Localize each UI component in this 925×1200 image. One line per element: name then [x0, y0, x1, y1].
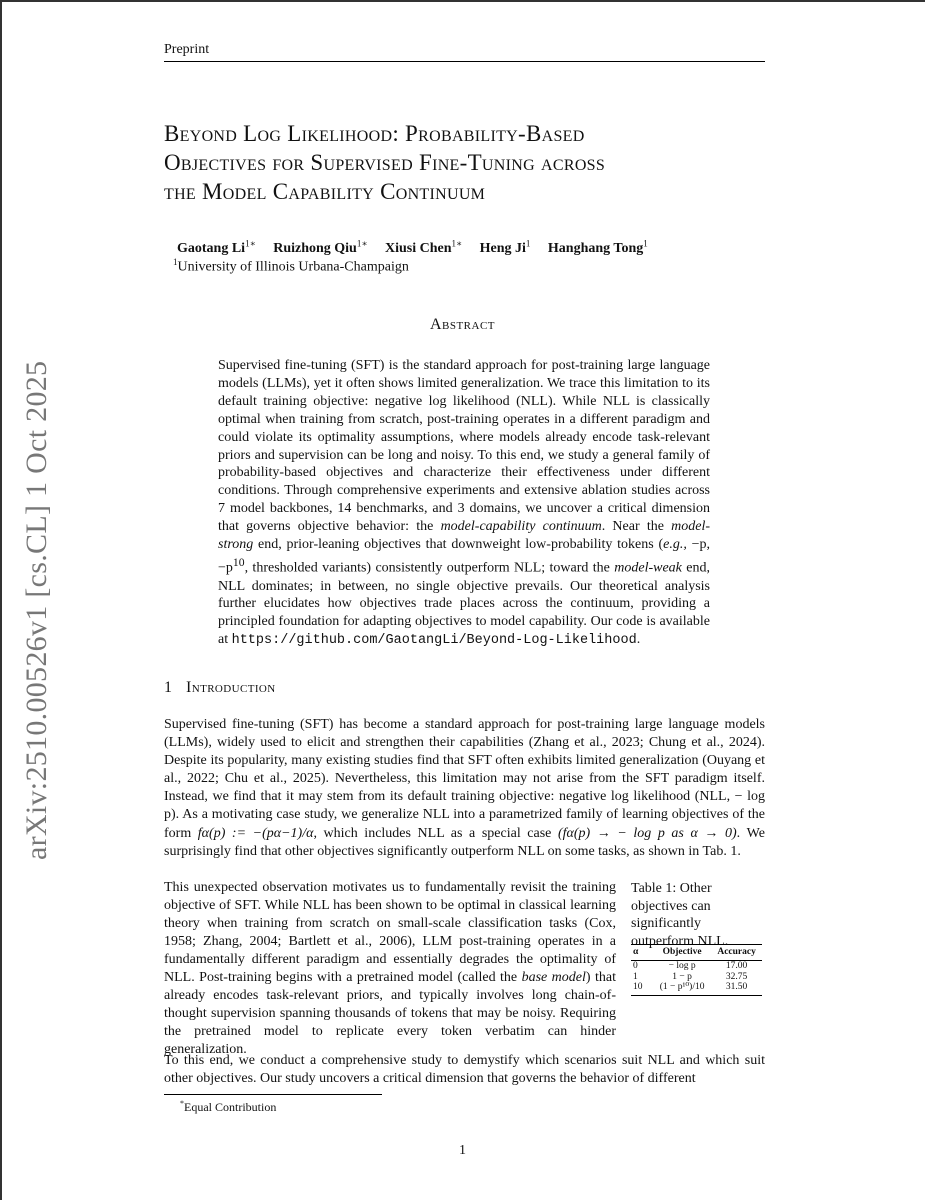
abstract-emphasis: model-weak [614, 560, 682, 576]
page-number: 1 [459, 1143, 466, 1158]
abstract-text: Supervised fine-tuning (SFT) is the standard approach for post-training large language models (LLMs), yet it often shows limited generalization. We trace this limitation to its default training objective: negative log likelihood (NLL). While NLL is classically optimal when training from scratch, post-training operates in a different paradigm and could violate its optimality assumptions, where models already encode task-relevant priors and supervision can be long and noisy. To this end, we study a general family of probability-based objectives and characterize their effectiveness under different conditions. Through comprehensive experiments and extensive ablation studies across 7 model backbones, 14 benchmarks, and 3 domains, we uncover a critical dimension that governs objective behavior: the [218, 358, 710, 535]
body-text: ) that already encodes task-relevant priors, and typically involves long chain-of-thought supervision spanning thousands of tokens that may be noisy. Requiring the pretrained model to replicate every token verbatim can hinder generalization. [164, 970, 617, 1057]
table-cell: 1 − p [672, 971, 692, 982]
table-cell: 31.50 [711, 982, 762, 995]
table-row [631, 982, 762, 995]
table-cell: − log p [668, 961, 696, 971]
footnote-text: Equal Contribution [184, 1100, 277, 1114]
section-number: 1 [164, 679, 172, 696]
author-name: Xiusi Chen [384, 240, 452, 256]
abstract-text: , thresholded variants) consistently outperform NLL; toward the [244, 560, 615, 576]
table-cell: 17.00 [725, 961, 748, 971]
paper-title [164, 119, 784, 206]
table-caption: Table 1: Other objectives can significantly outperform NLL. [631, 881, 729, 949]
author-name: Ruizhong Qiu [273, 240, 357, 256]
title-line-3: the Model Capability Continuum [164, 179, 486, 204]
body-text: Supervised fine-tuning (SFT) has become a standard approach for post-training large language models (LLMs), widely used to elicit and strengthen their capabilities (Zhang et al., 2023; Chung et al., 2024). Despite its popularity, many existing studies find that SFT often exhibits limited generalization (Ouyang et al., 2022; Chu et al., 2025). Nevertheless, this limitation may not arise from the SFT paradigm itself. Instead, we find that it may stem from its default training objective: negative log likelihood (NLL, − log p). As a motivating case study, we generalize NLL into a parametrized family of learning objectives of the form [164, 717, 765, 841]
author-mark: 1 [525, 238, 531, 248]
table-cell: 0 [633, 961, 638, 971]
section-title: Introduction [186, 679, 276, 696]
abstract-text: . [636, 632, 641, 648]
table-cell: 32.75 [725, 971, 748, 982]
table-header-cell: α [631, 945, 653, 961]
abstract-text: −p, −p [218, 537, 710, 576]
inline-math: fα(p) := −(pα−1)/α [197, 825, 314, 841]
abstract-emphasis: model-capability continuum [440, 519, 602, 535]
table-header-cell: Objective [653, 945, 711, 961]
author-mark: 1 [643, 238, 648, 248]
author [384, 238, 463, 256]
table-row [631, 972, 762, 983]
abstract-text: . Near the [601, 519, 672, 535]
footnote-rule [164, 1094, 382, 1095]
author-mark: 1∗ [245, 238, 256, 248]
body-text: . We surprisingly find that other objectives significantly outperform NLL on some tasks, as shown in Tab. 1. [164, 825, 765, 859]
author-name: Gaotang Li [177, 240, 246, 256]
author [177, 238, 256, 256]
abstract-text: end, prior-leaning objectives that downweight low-probability tokens ( [253, 537, 664, 553]
abstract-heading: Abstract [429, 316, 496, 333]
author-list [177, 238, 662, 257]
table-cell: 1 [633, 971, 638, 982]
author-name: Hanghang Tong [547, 240, 644, 256]
affiliation [173, 257, 409, 276]
table-header-cell: Accuracy [711, 945, 762, 961]
author-mark: 1∗ [356, 238, 368, 248]
page-border-top [0, 0, 925, 2]
intro-paragraph-2 [164, 879, 616, 1059]
results-table [631, 944, 762, 996]
intro-paragraph-1 [164, 716, 765, 861]
abstract-body [218, 357, 710, 650]
author [479, 238, 531, 256]
arxiv-sidebar-id: arXiv:2510.00526v1 [cs.CL] 1 Oct 2025 [20, 360, 53, 860]
intro-paragraph-3: To this end, we conduct a comprehensive study to demystify which scenarios suit NLL and which suit other objectives. Our study uncovers a critical dimension that governs the behavior of different [164, 1053, 765, 1087]
author [547, 238, 648, 256]
footnote [180, 1099, 276, 1115]
author-name: Heng Ji [479, 240, 526, 256]
affiliation-name: University of Illinois Urbana-Champaign [177, 259, 409, 275]
body-text: , which includes NLL as a special case [313, 825, 558, 841]
header-rule [164, 61, 765, 62]
author-mark: 1∗ [451, 238, 463, 248]
footnote-mark: * [180, 1099, 184, 1108]
abstract-superscript: 10 [232, 555, 245, 569]
table-cell: (1 − p¹⁰)/10 [653, 982, 711, 995]
abstract-emphasis: e.g., [663, 537, 687, 553]
affiliation-mark: 1 [173, 257, 178, 267]
body-text: This unexpected observation motivates us to fundamentally revisit the training objective of SFT. While NLL has been shown to be optimal in classical learning theory when training from scratch on small-scale classification tasks (Cox, 1958; Zhang, 2004; Bartlett et al., 2006), LLM post-training operates in a fundamentally different paradigm and essentially degrades the optimality of NLL. Post-training begins with a pretrained model (called the [164, 880, 616, 985]
author [273, 238, 368, 256]
body-emphasis: base model [521, 970, 586, 985]
title-line-2: Objectives for Supervised Fine-Tuning across [164, 150, 606, 175]
page-border-left [0, 0, 2, 1200]
table-header-row [631, 945, 762, 961]
title-line-1: Beyond Log Likelihood: Probability-Based [164, 121, 585, 146]
abstract-text: end, NLL dominates; in between, no single objective prevails. Our theoretical analysis further elucidates how objectives trade places across the continuum, providing a principled foundation for adapting objectives to model capability. Our code is available at [218, 560, 710, 648]
code-url-link[interactable]: https://github.com/GaotangLi/Beyond-Log-Likelihood [231, 633, 637, 649]
running-head: Preprint [164, 42, 210, 57]
table-cell: 10 [631, 982, 653, 995]
section-heading [164, 679, 276, 697]
table-row [631, 961, 762, 972]
inline-math: (fα(p) → − log p as α → 0) [557, 825, 737, 841]
abstract-emphasis: model-strong [218, 519, 711, 553]
